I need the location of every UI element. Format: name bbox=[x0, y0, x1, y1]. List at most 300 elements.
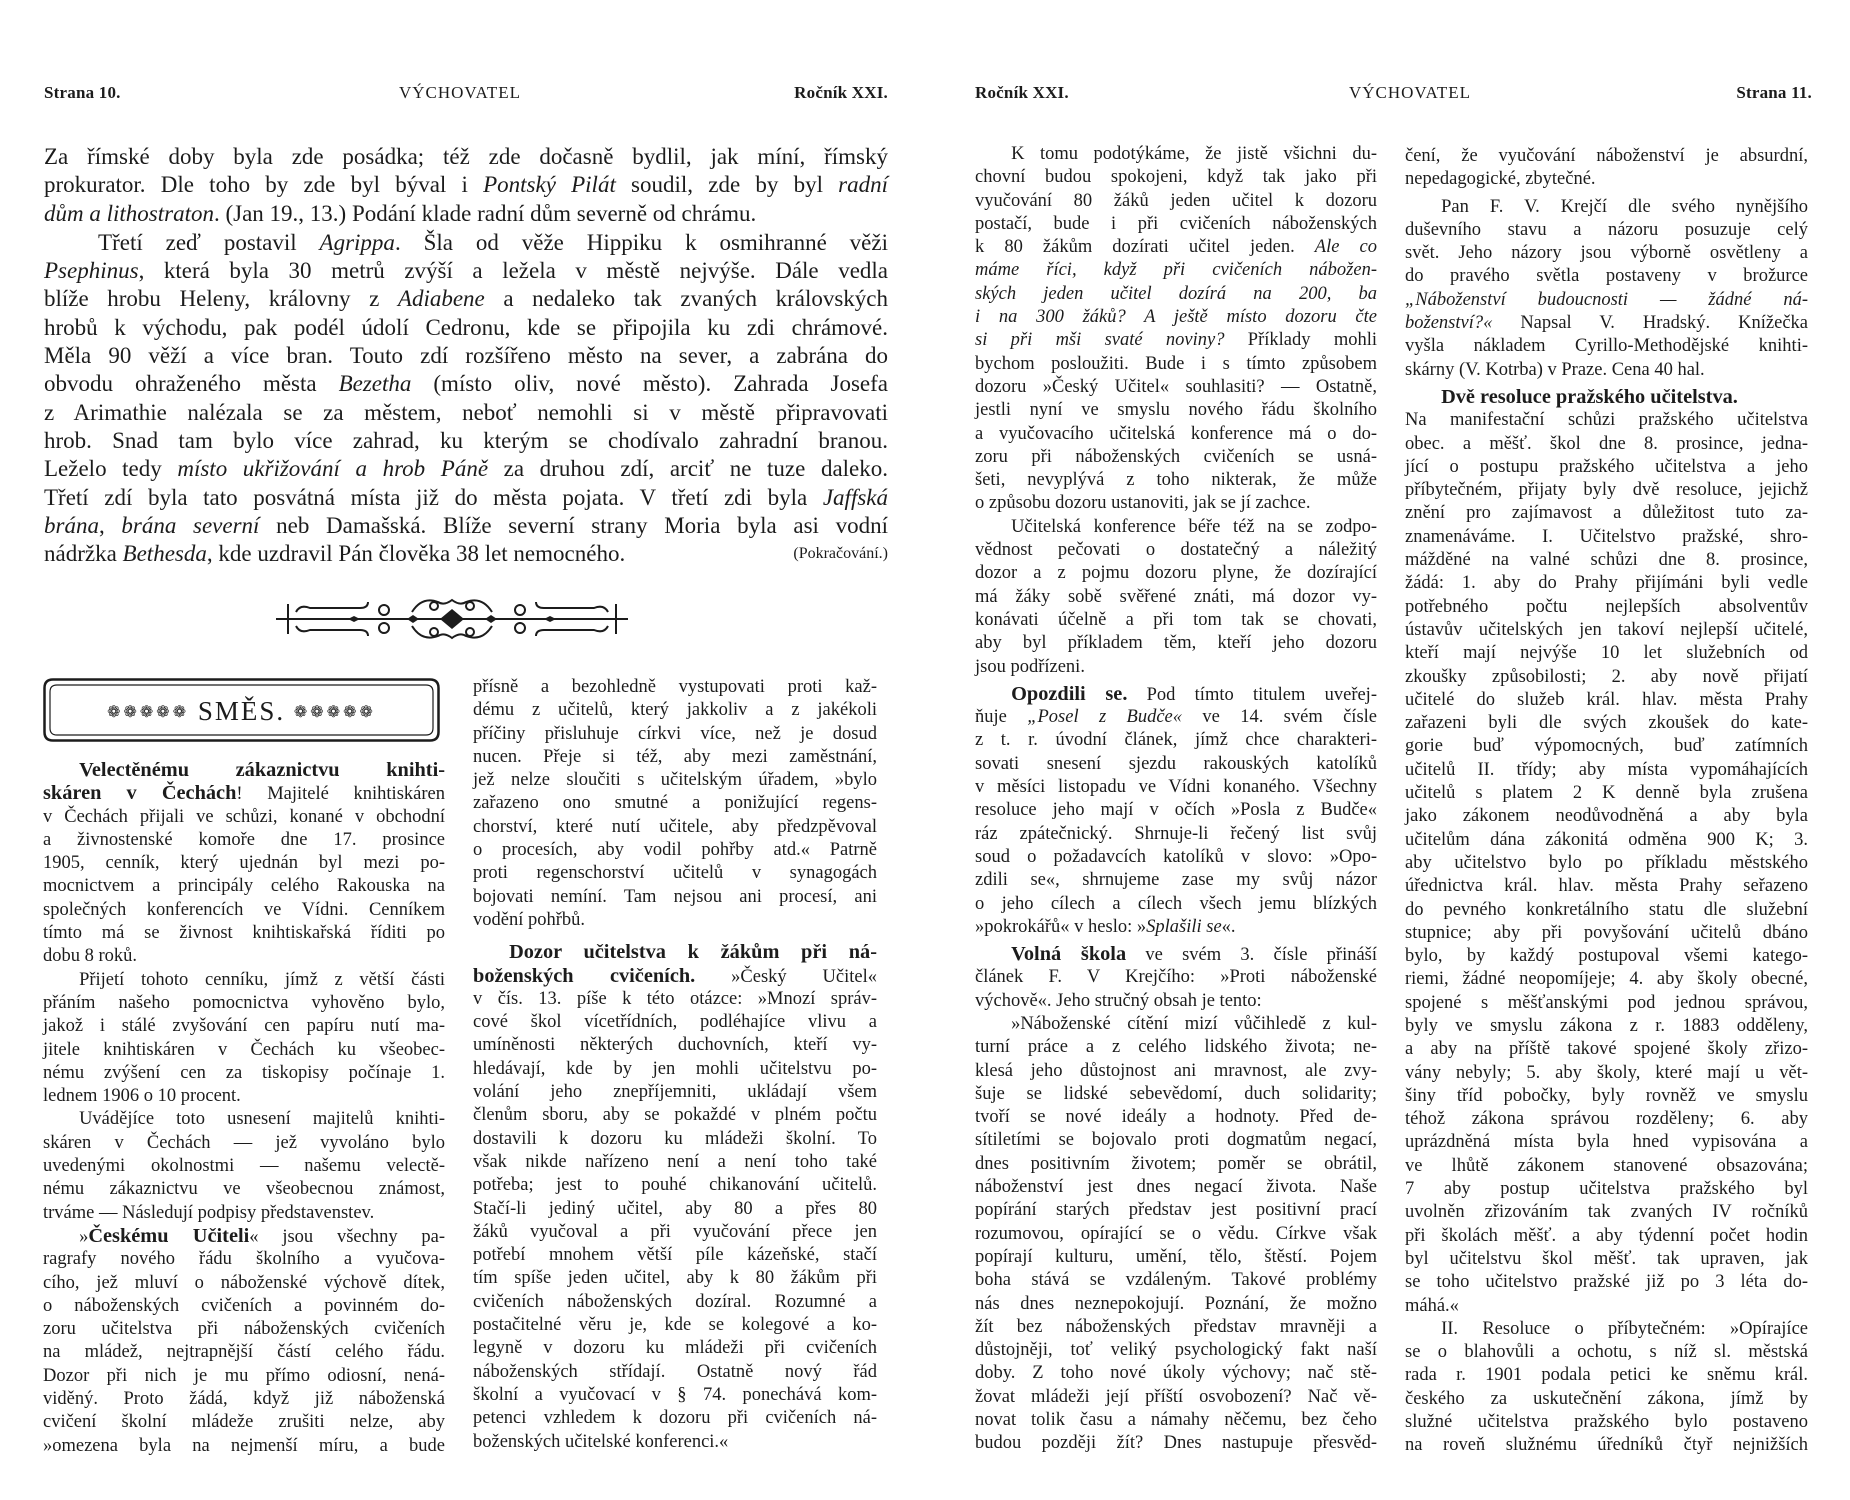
text-line bbox=[473, 941, 877, 964]
text-span: šiny tříd pobočky, byly rovněž ve smyslu bbox=[1405, 1085, 1808, 1106]
text-span: vědnost pečovati o dostatečný a náležitý bbox=[975, 540, 1377, 561]
text-span: bylo, by každý postupoval všemi katego- bbox=[1405, 946, 1808, 967]
text-span: na roveň služnému úředníků čtyř nejnižších bbox=[1405, 1435, 1808, 1456]
text-line bbox=[975, 776, 1377, 799]
text-span: ve svém 3. čísle přináší bbox=[1126, 945, 1378, 966]
text-span: ve 14. svém čísle bbox=[1182, 707, 1378, 728]
text-line bbox=[473, 1198, 877, 1221]
text-line bbox=[43, 1155, 445, 1178]
paragraph bbox=[43, 1108, 445, 1224]
text-line bbox=[975, 329, 1377, 352]
text-line bbox=[1405, 852, 1808, 875]
text-line bbox=[43, 969, 445, 992]
text-span: se toho učitelstvo pražské již po 3 léta do- bbox=[1405, 1272, 1808, 1293]
text-span: zoru při náboženských cvičeních se usná- bbox=[975, 446, 1377, 467]
text-line bbox=[44, 171, 888, 199]
text-line bbox=[43, 806, 445, 829]
text-line bbox=[44, 427, 888, 455]
text-line bbox=[975, 562, 1377, 585]
bold-text: skáren v Čechách bbox=[43, 782, 237, 805]
text-span: žádá: 1. aby do Prahy přijímáni byli vedle bbox=[1405, 573, 1808, 594]
text-line bbox=[1405, 549, 1808, 572]
text-line bbox=[473, 1291, 877, 1314]
text-line bbox=[1405, 386, 1808, 409]
text-span: nás dnes neznepokojují. Poznání, že možno bbox=[975, 1293, 1377, 1314]
text-line bbox=[975, 446, 1377, 469]
paragraph bbox=[1405, 409, 1808, 1318]
text-line bbox=[975, 1129, 1377, 1152]
text-line bbox=[44, 200, 888, 228]
text-span: žovat mládeži její příští osvobození? Nač vě- bbox=[975, 1386, 1377, 1407]
text-span: Napsal V. Hradský. Knížečka bbox=[1492, 313, 1808, 334]
text-line bbox=[43, 759, 445, 782]
paragraph bbox=[44, 143, 888, 228]
text-span: a živnostenské komoře dne 17. prosince bbox=[43, 829, 445, 850]
text-line bbox=[975, 1199, 1377, 1222]
text-span: ve lhůtě zákonem stanovené obsazována; bbox=[1405, 1155, 1808, 1176]
paragraph bbox=[975, 683, 1377, 939]
text-line bbox=[473, 1128, 877, 1151]
text-line bbox=[1405, 968, 1808, 991]
text-line bbox=[1405, 168, 1808, 191]
text-span: rada r. 1901 podala petici ke sněmu král. bbox=[1405, 1365, 1808, 1386]
text-line bbox=[473, 886, 877, 909]
text-line bbox=[1405, 1108, 1808, 1131]
text-span: »pokrokářů« v heslo: » bbox=[975, 916, 1147, 937]
text-line bbox=[1405, 619, 1808, 642]
text-span: »Český Učitel« bbox=[695, 966, 877, 987]
paragraph bbox=[473, 941, 877, 1454]
right-page bbox=[925, 0, 1850, 1500]
text-line bbox=[1405, 689, 1808, 712]
bold-text: Volná škola bbox=[1011, 943, 1127, 966]
text-span: dostavili k dozoru ku mládeži školní. To bbox=[473, 1128, 877, 1149]
text-line bbox=[473, 746, 877, 769]
text-line bbox=[1405, 502, 1808, 525]
text-span: náboženství jest dnes negací života. Naše bbox=[975, 1177, 1377, 1198]
text-span: skárny (V. Kotrba) v Praze. Cena 40 hal. bbox=[1405, 359, 1705, 380]
volume-label: Ročník XXI. bbox=[975, 83, 1069, 102]
text-span: 1905, cenník, který ujednán byl mezi po- bbox=[43, 853, 445, 874]
italic-text: Splašili se bbox=[1146, 916, 1222, 937]
flower-ornament-icon: ❁❁❁❁❁ bbox=[293, 702, 376, 721]
text-span: ústavův učitelských jen takoví nejlepší učitelé, bbox=[1405, 619, 1808, 640]
text-span: legyně v dozoru ku mládeži při cvičeních bbox=[473, 1338, 877, 1359]
text-line bbox=[975, 259, 1377, 282]
text-line bbox=[975, 990, 1377, 1013]
text-span: novat tolik času a námahy něčemu, bez čeho bbox=[975, 1410, 1377, 1431]
text-line bbox=[975, 1339, 1377, 1362]
text-line bbox=[1405, 526, 1808, 549]
text-span: dozoru »Český Učitel« souhlasiti? — Ostatně, bbox=[975, 376, 1377, 397]
text-span: lednem 1906 o 10 procent. bbox=[43, 1086, 241, 1107]
text-span: se o blahovůli a ochotu, s níž sl. městská bbox=[1405, 1342, 1808, 1363]
text-span: z t. r. úvodní článek, jímž chce charakteri- bbox=[975, 730, 1377, 751]
text-span: o náboženských cvičeních a povinném do- bbox=[43, 1295, 445, 1316]
text-span: při školách měšť. a aby týdenní počet hodin bbox=[1405, 1225, 1808, 1246]
text-line bbox=[975, 729, 1377, 752]
text-span: o způsobu dozoru ustanoviti, jak se jí zachce. bbox=[975, 493, 1311, 514]
text-line bbox=[975, 1060, 1377, 1083]
text-span: vyšla nákladem Cyrillo-Methodějské knihti- bbox=[1405, 336, 1808, 357]
bold-text: Dozor učitelstva k žákům při ná- bbox=[509, 941, 877, 964]
text-line bbox=[975, 166, 1377, 189]
text-line bbox=[1405, 312, 1808, 335]
text-span: uprázdněná místa byla hned vypisována a bbox=[1405, 1132, 1808, 1153]
text-line bbox=[975, 893, 1377, 916]
text-span: viděný. Proto žádá, když již náboženská bbox=[43, 1389, 445, 1410]
text-span: za druhou zdí, arciť ne tuze daleko. bbox=[488, 456, 889, 482]
paragraph bbox=[1405, 1318, 1808, 1458]
text-span: znamenáváme. I. Učitelstvo pražské, shro- bbox=[1405, 526, 1808, 547]
text-span: přáním našeho pomocnictva vyhověno bylo, bbox=[43, 992, 445, 1013]
text-span: »omezena byla na nejmenší míru, a bude bbox=[43, 1435, 445, 1456]
text-span: úřednictva král. hlav. města Prahy seřazeno bbox=[1405, 876, 1808, 897]
text-line bbox=[44, 229, 888, 257]
text-line bbox=[1405, 899, 1808, 922]
text-span: Měla 90 věží a více bran. Touto zdí rozšířeno město na sever, a zabrána do bbox=[44, 343, 888, 369]
text-line bbox=[1405, 1131, 1808, 1154]
text-line bbox=[1405, 1341, 1808, 1364]
text-span: cové škol vícetřídních, podléhajíce vlivu a bbox=[473, 1012, 877, 1033]
text-span: volání jeho znepříjemniti, ukládají všem bbox=[473, 1082, 877, 1103]
text-line bbox=[1405, 1388, 1808, 1411]
text-line bbox=[1405, 479, 1808, 502]
text-span: a aby na příště takové spojené školy zřizo- bbox=[1405, 1039, 1808, 1060]
text-line bbox=[975, 1223, 1377, 1246]
text-span: postačitelné věru je, kde se kolegové a ko- bbox=[473, 1315, 877, 1336]
text-span: blíže hrobu Heleny, královny z bbox=[44, 286, 398, 312]
text-line bbox=[1405, 359, 1808, 382]
text-span: Pan F. V. Krejčí dle svého nynějšího bbox=[1441, 196, 1808, 217]
text-line bbox=[44, 370, 888, 398]
text-line bbox=[473, 1267, 877, 1290]
text-span: . (Jan 19., 13.) Podání klade radní dům severně od chrámu. bbox=[213, 200, 757, 226]
text-line bbox=[473, 1058, 877, 1081]
text-line bbox=[975, 1176, 1377, 1199]
text-line bbox=[1405, 992, 1808, 1015]
paragraph bbox=[975, 516, 1377, 679]
text-span: Stačí-li jediný učitel, aby 80 a přes 80 bbox=[473, 1198, 877, 1219]
text-span: školní a vyučovací v § 74. ponechává kom- bbox=[473, 1384, 877, 1405]
text-line bbox=[473, 769, 877, 792]
text-span: cvičení školní mládeže zrušiti nelze, aby bbox=[43, 1412, 445, 1433]
smes-column-1 bbox=[43, 755, 445, 1458]
text-line bbox=[44, 342, 888, 370]
text-line bbox=[43, 899, 445, 922]
text-line bbox=[43, 992, 445, 1015]
text-span: (místo oliv, nové město). Zahrada Josefa bbox=[411, 371, 888, 397]
text-span: učitelům dána zákonitá odměna 900 K; 3. bbox=[1405, 829, 1808, 850]
text-span: 7 aby postup učitelstva pražského byl bbox=[1405, 1179, 1808, 1200]
text-span: členům sboru, aby se pokaždé v plném počtu bbox=[473, 1105, 877, 1126]
text-line bbox=[975, 1386, 1377, 1409]
text-line bbox=[44, 455, 888, 483]
text-span: bojovati nemíní. Tam nejsou ani procesí, ani bbox=[473, 886, 877, 907]
right-column-1 bbox=[975, 143, 1377, 1456]
text-line bbox=[975, 1013, 1377, 1036]
text-line bbox=[43, 1248, 445, 1271]
text-span: však nikde nařízeno není a není toho také bbox=[473, 1151, 877, 1172]
text-span: žít bez náboženských představ mravněji a bbox=[975, 1316, 1377, 1337]
text-line bbox=[975, 656, 1377, 679]
italic-text: boženství?« bbox=[1405, 313, 1493, 334]
text-line bbox=[473, 792, 877, 815]
text-line bbox=[1405, 572, 1808, 595]
text-span: jako zákonem neodůvodněná a aby byla bbox=[1405, 806, 1808, 827]
text-span: šeti, nevyplývá z toho nikterak, že může bbox=[975, 470, 1377, 491]
text-span: stupnice; aby při povyšování učitelů dbáno bbox=[1405, 922, 1808, 943]
text-span: vány nebyly; 5. aby školy, které mají u vět- bbox=[1405, 1062, 1808, 1083]
text-line bbox=[43, 829, 445, 852]
text-line bbox=[975, 1409, 1377, 1432]
text-span: ragrafy nového řádu školního a vyučova- bbox=[43, 1249, 445, 1270]
text-line bbox=[975, 916, 1377, 939]
text-span: do pravého světla postaveny v brožurce bbox=[1405, 266, 1808, 287]
text-span: máhá.« bbox=[1405, 1295, 1459, 1316]
text-span: hrobů k východu, pak podél údolí Cedronu, kde se připojila ku zdi chrámové. bbox=[44, 314, 888, 340]
text-span: spojené s měšťanskými pod jednou správou, bbox=[1405, 992, 1808, 1013]
text-line bbox=[43, 1085, 445, 1108]
text-span: z Arimathie nalézala se za městem, neboť nemohli si v městě připravovati bbox=[44, 399, 888, 425]
text-span: . Šla od věže Hippiku k osmihranné věži bbox=[394, 229, 888, 255]
text-line bbox=[43, 1435, 445, 1458]
text-line bbox=[43, 1411, 445, 1434]
text-span: potřebí mnohem větší píle kázeňské, stačí bbox=[473, 1245, 877, 1266]
text-line bbox=[1405, 145, 1808, 168]
text-line bbox=[43, 1015, 445, 1038]
text-span: bychom posloužiti. Bude i s tímto způsobem bbox=[975, 353, 1377, 374]
text-line bbox=[473, 1431, 877, 1454]
text-span: v měsíci listopadu ve Vídni konaného. Všechny bbox=[975, 777, 1377, 798]
text-span: výchově«. Jeho stručný obsah je tento: bbox=[975, 990, 1262, 1011]
text-span: tvoří se nové ideály a hodnoty. Před de- bbox=[975, 1107, 1377, 1128]
page-number: Strana 10. bbox=[44, 83, 121, 102]
text-span: jež nelze sloučiti s učitelským úřadem, »bylo bbox=[473, 770, 877, 791]
text-span: příčiny přisluhuje církvi více, než je dosud bbox=[473, 723, 877, 744]
text-line bbox=[473, 1151, 877, 1174]
text-span: nému zákaznictvu ve všeobecnou známost, bbox=[43, 1179, 445, 1200]
text-span: Pod tímto titulem uveřej- bbox=[1127, 684, 1377, 705]
text-line bbox=[1405, 196, 1808, 219]
text-span: trváme — Následují podpisy představenstev. bbox=[43, 1202, 375, 1223]
text-span: jakož i stálé zvyšování cen papíru nutí ma- bbox=[43, 1016, 445, 1037]
text-line bbox=[44, 484, 888, 512]
text-line bbox=[43, 1341, 445, 1364]
text-span: zařazeno ono smutné a ponižující regens- bbox=[473, 793, 877, 814]
text-span: nucen. Přeje si též, aby mezi zaměstnání, bbox=[473, 746, 877, 767]
text-span: znění pro zajímavost a důležitost tuto za- bbox=[1405, 503, 1808, 524]
text-line bbox=[43, 945, 445, 968]
text-line bbox=[43, 1108, 445, 1131]
text-span: článek F. V Krejčího: »Proti náboženské bbox=[975, 967, 1377, 988]
text-line bbox=[975, 823, 1377, 846]
text-line bbox=[43, 875, 445, 898]
text-span: žáků vyučoval a při vyučování přece jen bbox=[473, 1221, 877, 1242]
text-span: uvolněn zřizováním tak zvaných IV ročníků bbox=[1405, 1202, 1808, 1223]
text-line bbox=[473, 1361, 877, 1384]
text-span: rozumovou, opírající se o vědu. Církve však bbox=[975, 1223, 1377, 1244]
text-line bbox=[1405, 1271, 1808, 1294]
text-line bbox=[43, 922, 445, 945]
text-line bbox=[1405, 1015, 1808, 1038]
text-line bbox=[975, 1106, 1377, 1129]
text-span: o jeho cílech a cílech všech jemu blízkých bbox=[975, 893, 1377, 914]
text-span: dému z učitelů, který jakkoliv a z jakékoli bbox=[473, 700, 877, 721]
text-span: důstojněji, toť veliký psychologický fakt naší bbox=[975, 1340, 1377, 1361]
text-line bbox=[473, 1104, 877, 1127]
text-line bbox=[975, 753, 1377, 776]
text-span: Za římské doby byla zde posádka; též zde dočasně bydlil, jak míní, římský bbox=[44, 144, 888, 169]
text-span: popírání starých představ jest positivní prací bbox=[975, 1200, 1377, 1221]
text-line bbox=[473, 862, 877, 885]
text-line bbox=[1405, 1318, 1808, 1341]
text-span: doby. Z toho nové úkoly výchovy; nač stě- bbox=[975, 1363, 1377, 1384]
text-line bbox=[975, 683, 1377, 706]
text-line bbox=[1405, 735, 1808, 758]
text-span: resoluce jeho mají v očích »Posla z Budče« bbox=[975, 800, 1377, 821]
text-span: nému zvýšení cen za tiskopisy počínaje 1. bbox=[43, 1062, 445, 1083]
text-line bbox=[473, 676, 877, 699]
text-line bbox=[44, 540, 888, 568]
italic-text: ských jeden učitel dozírá na 200, ba bbox=[975, 283, 1377, 304]
text-span: II. Resoluce o příbytečném: »Opírajíce bbox=[1441, 1318, 1808, 1339]
text-line bbox=[44, 512, 888, 540]
text-line bbox=[975, 706, 1377, 729]
text-span: popírají kulturu, umění, tělo, štěstí. Pojem bbox=[975, 1246, 1377, 1267]
text-line bbox=[1405, 1364, 1808, 1387]
text-span: chorství, které nutí učitele, aby předzpěvoval bbox=[473, 816, 877, 837]
text-span: vodění pohřbů. bbox=[473, 909, 586, 930]
text-span: českého za uskutečnění zákona, jímž by bbox=[1405, 1388, 1808, 1409]
text-line bbox=[473, 988, 877, 1011]
text-span: k 80 žákům dozírati učitel jeden. bbox=[975, 237, 1315, 258]
text-span: příbytečném, přijaty byly dvě resoluce, jejichž bbox=[1405, 480, 1808, 501]
text-line bbox=[975, 869, 1377, 892]
text-line bbox=[473, 1011, 877, 1034]
text-span: prokurator. Dle toho by zde byl býval i bbox=[44, 172, 484, 198]
text-line bbox=[44, 143, 888, 171]
text-line bbox=[975, 846, 1377, 869]
text-span: učitelů s platem 2 K denně byla zrušena bbox=[1405, 783, 1808, 804]
text-line bbox=[1405, 1085, 1808, 1108]
text-span: Příklady mohli bbox=[1224, 330, 1377, 351]
text-line bbox=[1405, 666, 1808, 689]
text-line bbox=[1405, 242, 1808, 265]
text-span: , bbox=[98, 512, 122, 538]
text-line bbox=[1405, 782, 1808, 805]
page-number: Strana 11. bbox=[1736, 83, 1812, 102]
italic-text: Bethesda bbox=[122, 541, 207, 567]
text-line bbox=[1405, 596, 1808, 619]
text-line bbox=[1405, 1411, 1808, 1434]
text-span: riemi, žádné neopomíjeje; 4. aby školy obecné, bbox=[1405, 969, 1808, 990]
text-line bbox=[43, 1225, 445, 1248]
bold-text: Českému Učiteli bbox=[88, 1224, 250, 1247]
text-line bbox=[1405, 219, 1808, 242]
text-span: obvodu ohraženého města bbox=[44, 371, 339, 397]
text-line bbox=[1405, 1155, 1808, 1178]
paragraph bbox=[473, 676, 877, 932]
text-span: dnes positivním životem; poměr se obrátil, bbox=[975, 1153, 1377, 1174]
text-span: aby byl příkladem těm, kteří jeho dozoru bbox=[975, 633, 1377, 654]
text-line bbox=[975, 1083, 1377, 1106]
text-line bbox=[975, 423, 1377, 446]
smes-column-2 bbox=[473, 676, 877, 1454]
text-span: dozor a z pojmu dozoru plyne, že dozírající bbox=[975, 563, 1377, 584]
text-line bbox=[43, 1132, 445, 1155]
text-line bbox=[44, 314, 888, 342]
paragraph bbox=[1405, 386, 1808, 409]
italic-text: dům a lithostraton bbox=[44, 200, 214, 226]
text-line bbox=[975, 1036, 1377, 1059]
text-line bbox=[473, 1384, 877, 1407]
text-line bbox=[1405, 642, 1808, 665]
text-span: aby učitelstvo bylo po příkladu městského bbox=[1405, 852, 1808, 873]
italic-text: brána severní bbox=[121, 512, 260, 538]
text-line bbox=[44, 285, 888, 313]
text-line bbox=[473, 699, 877, 722]
journal-title: VÝCHOVATEL bbox=[398, 83, 522, 102]
text-span: svět. Jeho názory jsou výborně osvětleny a bbox=[1405, 243, 1808, 264]
italic-text: Adiabene bbox=[397, 286, 485, 312]
text-span: » bbox=[79, 1226, 89, 1247]
text-line bbox=[43, 852, 445, 875]
text-line bbox=[975, 966, 1377, 989]
decorative-divider-icon bbox=[272, 594, 632, 644]
italic-text: máme říci, když při cvičeních nábožen- bbox=[975, 260, 1377, 281]
text-line bbox=[1405, 1062, 1808, 1085]
text-span: učitelů II. třídy; aby místa vypomáhajících bbox=[1405, 759, 1808, 780]
italic-text: „Posel z Budče« bbox=[1027, 707, 1183, 728]
text-span: náboženských střídají. Ostatně nový řád bbox=[473, 1361, 877, 1382]
text-line bbox=[43, 1388, 445, 1411]
text-span: obec. a měšť. škol dne 8. prosince, jedna- bbox=[1405, 433, 1808, 454]
text-line bbox=[43, 1318, 445, 1341]
text-line bbox=[1405, 1038, 1808, 1061]
text-line bbox=[473, 1034, 877, 1057]
text-line bbox=[975, 306, 1377, 329]
text-span: soud o požadavcích katolíků v slovo: »Opo- bbox=[975, 846, 1377, 867]
text-line bbox=[43, 1365, 445, 1388]
italic-text: i na 300 žáků? A ještě místo dozoru čte bbox=[975, 307, 1377, 328]
text-span: turní práce a z celého lidského života; ne- bbox=[975, 1037, 1377, 1058]
text-line bbox=[1405, 265, 1808, 288]
text-line bbox=[473, 1081, 877, 1104]
text-span: o procesích, aby vodil pohřby atd.« Patrně bbox=[473, 840, 877, 861]
text-line bbox=[473, 1174, 877, 1197]
text-line bbox=[43, 1039, 445, 1062]
text-span: »Náboženské cítění mizí vůčihledě z kul- bbox=[1011, 1013, 1377, 1034]
text-span: do pevného konkretálního statu dle služební bbox=[1405, 899, 1808, 920]
text-span: klesá jeho důstojnost ani mravnost, ale zvy- bbox=[975, 1060, 1377, 1081]
italic-text: si při mši svaté noviny? bbox=[975, 330, 1225, 351]
text-span: duševního stavu a názoru posuzuje celý bbox=[1405, 219, 1808, 240]
text-line bbox=[1405, 805, 1808, 828]
text-span: Učitelská konference béře též na se zodpo- bbox=[1011, 516, 1377, 537]
text-span: Na manifestační schůzi pražského učitelstva bbox=[1405, 410, 1808, 431]
text-span: ! Majitelé knihtiskáren bbox=[236, 784, 445, 805]
bold-text: Velectěnému zákaznictvu knihti- bbox=[79, 759, 445, 781]
text-span: zdili se«, shrnujeme zase my svůj názor bbox=[975, 870, 1377, 891]
text-span: «. bbox=[1221, 916, 1236, 937]
text-span: zařazeni byli dle svých zkoušek do kate- bbox=[1405, 713, 1808, 734]
paragraph bbox=[975, 1013, 1377, 1456]
text-span: služné učitelstva pražského bylo postaveno bbox=[1405, 1412, 1808, 1433]
text-line bbox=[1405, 433, 1808, 456]
article-jerusalem-walls bbox=[44, 143, 888, 568]
text-span: přísně a bezohledně vystupovati proti kaž- bbox=[473, 677, 877, 697]
